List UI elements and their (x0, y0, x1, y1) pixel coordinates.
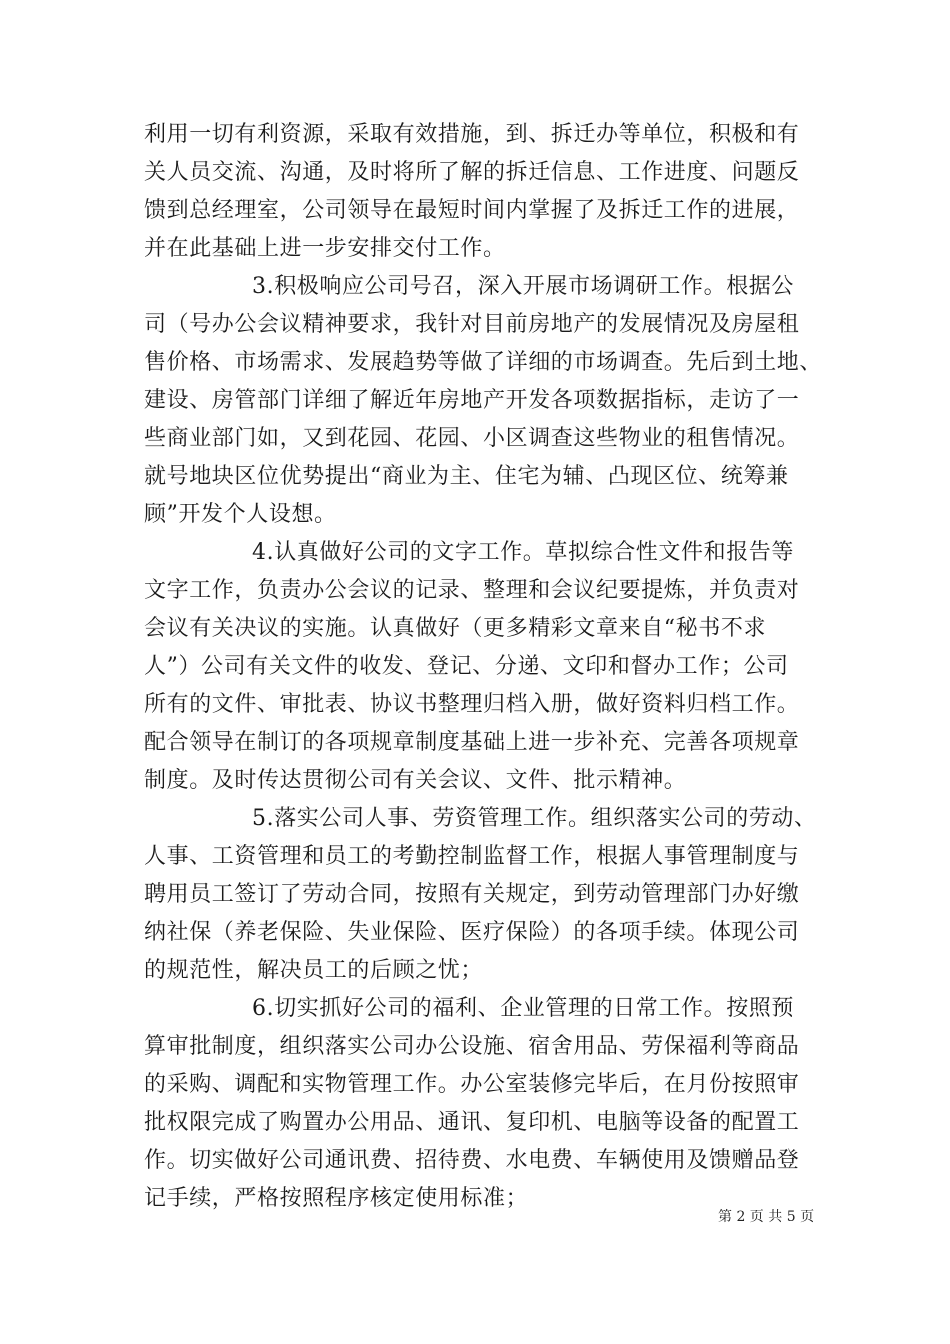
text-line: 所有的文件、审批表、协议书整理归档入册，做好资料归档工作。 (144, 692, 800, 717)
text-line: 的采购、调配和实物管理工作。办公室装修完毕后，在月份按照审 (144, 1072, 800, 1097)
text-line: 馈到总经理室，公司领导在最短时间内掌握了及拆迁工作的进展， (144, 198, 800, 223)
text-line: 作。切实做好公司通讯费、招待费、水电费、车辆使用及馈赠品登 (144, 1148, 800, 1173)
text-line: 的规范性，解决员工的后顾之忧； (144, 958, 484, 983)
text-line: 建设、房管部门详细了解近年房地产开发各项数据指标，走访了一 (144, 388, 800, 413)
text-line: 制度。及时传达贯彻公司有关会议、文件、批示精神。 (144, 768, 687, 793)
text-line: 纳社保（养老保险、失业保险、医疗保险）的各项手续。体现公司 (144, 920, 800, 945)
text-line: 算审批制度，组织落实公司办公设施、宿舍用品、劳保福利等商品 (144, 1034, 800, 1059)
text-line: 司（号办公会议精神要求，我针对目前房地产的发展情况及房屋租 (144, 312, 800, 337)
text-line: 关人员交流、沟通，及时将所了解的拆迁信息、工作进度、问题反 (144, 160, 800, 185)
text-line: 会议有关决议的实施。认真做好（更多精彩文章来自“秘书不求 (144, 616, 767, 641)
text-line: 聘用员工签订了劳动合同，按照有关规定，到劳动管理部门办好缴 (144, 882, 800, 907)
text-line: 记手续，严格按照程序核定使用标准； (144, 1186, 529, 1211)
text-line: 顾”开发个人设想。 (144, 502, 337, 527)
section-3-heading-line: 3.积极响应公司号召，深入开展市场调研工作。根据公 (252, 274, 794, 299)
section-6-heading-line: 6.切实抓好公司的福利、企业管理的日常工作。按照预 (252, 996, 794, 1021)
text-line: 配合领导在制订的各项规章制度基础上进一步补充、完善各项规章 (144, 730, 800, 755)
text-line: 些商业部门如，又到花园、花园、小区调查这些物业的租售情况。 (144, 426, 800, 451)
text-line: 利用一切有利资源，采取有效措施，到、拆迁办等单位，积极和有 (144, 122, 800, 147)
text-line: 批权限完成了购置办公用品、通讯、复印机、电脑等设备的配置工 (144, 1110, 800, 1135)
text-line: 人事、工资管理和员工的考勤控制监督工作，根据人事管理制度与 (144, 844, 800, 869)
text-line: 就号地块区位优势提出“商业为主、住宅为辅、凸现区位、统筹兼 (144, 464, 789, 489)
section-5-heading-line: 5.落实公司人事、劳资管理工作。组织落实公司的劳动、 (252, 806, 817, 831)
text-line: 文字工作，负责办公会议的记录、整理和会议纪要提炼，并负责对 (144, 578, 800, 603)
text-line: 售价格、市场需求、发展趋势等做了详细的市场调查。先后到土地、 (144, 350, 823, 375)
text-line: 人”）公司有关文件的收发、登记、分递、文印和督办工作；公司 (144, 654, 789, 679)
section-4-heading-line: 4.认真做好公司的文字工作。草拟综合性文件和报告等 (252, 540, 794, 565)
page-number: 第 2 页 共 5 页 (718, 1209, 815, 1225)
text-line: 并在此基础上进一步安排交付工作。 (144, 236, 506, 261)
